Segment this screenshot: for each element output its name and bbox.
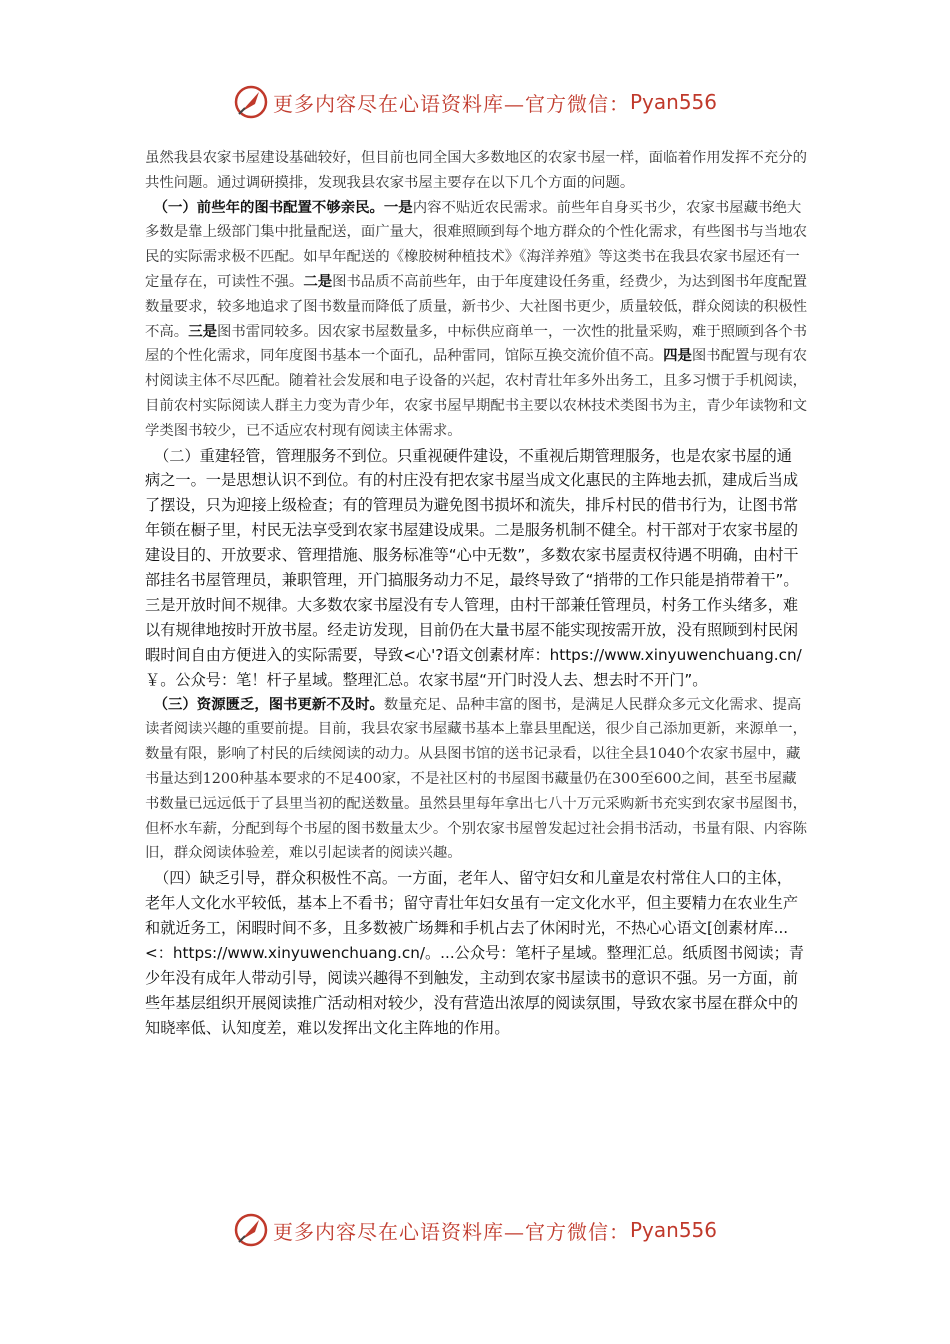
banner-contact: Pyan556 <box>629 90 717 114</box>
section-2-paragraph: （二）重建轻管，管理服务不到位。只重视硬件建设，不重视后期管理服务，也是农家书屋的通病之一。一是思想认识不到位。有的村庄没有把农家书屋当成文化惠民的主阵地去抓，建成后当成了摆设，只为迎接上级检查；有的管理员为避免图书损坏和流失，排斥村民的借书行为，让图书常年锁在橱子里，村民无法享受到农家书屋建设成果。二是服务机制不健全。村干部对于农家书屋的建设目的、开放要求、管理措施、服务标准等“心中无数”，多数农家书屋责权待遇不明确，由村干部挂名书屋管理员，兼职管理，开门搞服务动力不足，最终导致了“捎带的工作只能是捎带着干”。三是开放时间不规律。大多数农家书屋没有专人管理，由村干部兼任管理员，村务工作头绪多，难以有规律地按时开放书屋。经走访发现，目前仍在大量书屋不能实现按需开放，没有照顾到村民闲暇时间自由方便进入的实际需要，导致<心'?语文创素材库：https://www.xinyuwenchuang.cn/￥。公众号：笔！杆子星域。整理汇总。农家书屋“开门时没人去、想去时不开门”。 <box>145 446 802 689</box>
section-4-paragraph: （四）缺乏引导，群众积极性不高。一方面，老年人、留守妇女和儿童是农村常住人口的主体，老年人文化水平较低，基本上不看书；留守青壮年妇女虽有一定文化水平，但主要精力在农业生产和就近务工，闲暇时间不多，且多数被广场舞和手机占去了休闲时光，不热心心语文[创素材库...<：https://www.xinyuwenchuang.cn/。...公众号：笔杆子星域。整理汇总。纸质图书阅读；青少年没有成年人带动引导，阅读兴趣得不到触发，主动到农家书屋读书的意识不强。另一方面，前些年基层组织开展阅读推广活动相对较少，没有营造出浓厚的阅读氛围，导致农家书屋在群众中的知晓率低、认知度差，难以发挥出文化主阵地的作用。 <box>145 869 804 1037</box>
section-1-text-1: 内容不贴近农民需求。前些年自身买书少，农家书屋藏书绝大多数是靠上级部门集中批量配送，面广量大，很难照顾到每个地方群众的个性化需求，有些图书与当地农民的实际需求极不匹配。如早年配送的《橡胶树种植技术》《海洋养殖》等这类书在我县农家书屋还有一定量存在，可读性不强。 <box>145 199 807 290</box>
section-1-keyword-4: 四是 <box>663 347 692 365</box>
section-1-paragraph <box>145 196 807 444</box>
section-1-text-4: 图书配置与现有农村阅读主体不尽匹配。随着社会发展和电子设备的兴起，农村青壮年多外出务工，且多习惯于手机阅读，目前农村实际阅读人群主力变为青少年，农家书屋早期配书主要以农林技术类图书为主，青少年读物和文学类图书较少，已不适应农村现有阅读主体需求。 <box>145 348 808 439</box>
section-1-keyword-1: 一是 <box>383 198 413 216</box>
section-1-keyword-3: 三是 <box>188 322 217 340</box>
banner-text: 更多内容尽在心语资料库—官方微信： <box>272 1219 630 1244</box>
section-3-paragraph <box>145 693 807 867</box>
banner-contact: Pyan556 <box>629 1218 717 1242</box>
quill-logo-icon <box>233 1212 269 1248</box>
footer-banner <box>0 1210 950 1250</box>
section-1-heading: （一）前些年的图书配置不够亲民。 <box>153 198 384 216</box>
document-body <box>145 146 807 1041</box>
quill-logo-icon <box>233 84 269 120</box>
section-3-heading: （三）资源匮乏，图书更新不及时。 <box>153 695 384 713</box>
banner-text: 更多内容尽在心语资料库—官方微信： <box>272 91 630 116</box>
intro-paragraph: 虽然我县农家书屋建设基础较好，但目前也同全国大多数地区的农家书屋一样，面临着作用发挥不充分的共性问题。通过调研摸排，发现我县农家书屋主要存在以下几个方面的问题。 <box>145 150 807 191</box>
section-1-text-3: 图书雷同较多。因农家书屋数量多，中标供应商单一，一次性的批量采购，难于照顾到各个书屋的个性化需求，同年度图书基本一个面孔，品种雷同，馆际互换交流价值不高。 <box>145 323 808 365</box>
section-1-text-2: 图书品质不高前些年，由于年度建设任务重，经费少，为达到图书年度配置数量要求，较多地追求了图书数量而降低了质量，新书少、大社图书更少，质量较低，群众阅读的积极性不高。 <box>145 273 808 340</box>
section-3-text: 数量充足、品种丰富的图书，是满足人民群众多元文化需求、提高读者阅读兴趣的重要前提。目前，我县农家书屋藏书基本上靠县里配送，很少自己添加更新，来源单一，数量有限，影响了村民的后续阅读的动力。从县图书馆的送书记录看，以往全县1040个农家书屋中，藏书量达到1200种基本要求的不足400家，不是社区村的书屋图书藏量仍在300至600之间，甚至书屋藏书数量已远远低于了县里当初的配送数量。虽然县里每年拿出七八十万元采购新书充实到农家书屋图书，但杯水车薪，分配到每个书屋的图书数量太少。个别农家书屋曾发起过社会捐书活动，书量有限、内容陈旧，群众阅读体验差，难以引起读者的阅读兴趣。 <box>145 696 807 862</box>
header-banner <box>0 82 950 122</box>
section-1-keyword-2: 二是 <box>303 272 333 290</box>
